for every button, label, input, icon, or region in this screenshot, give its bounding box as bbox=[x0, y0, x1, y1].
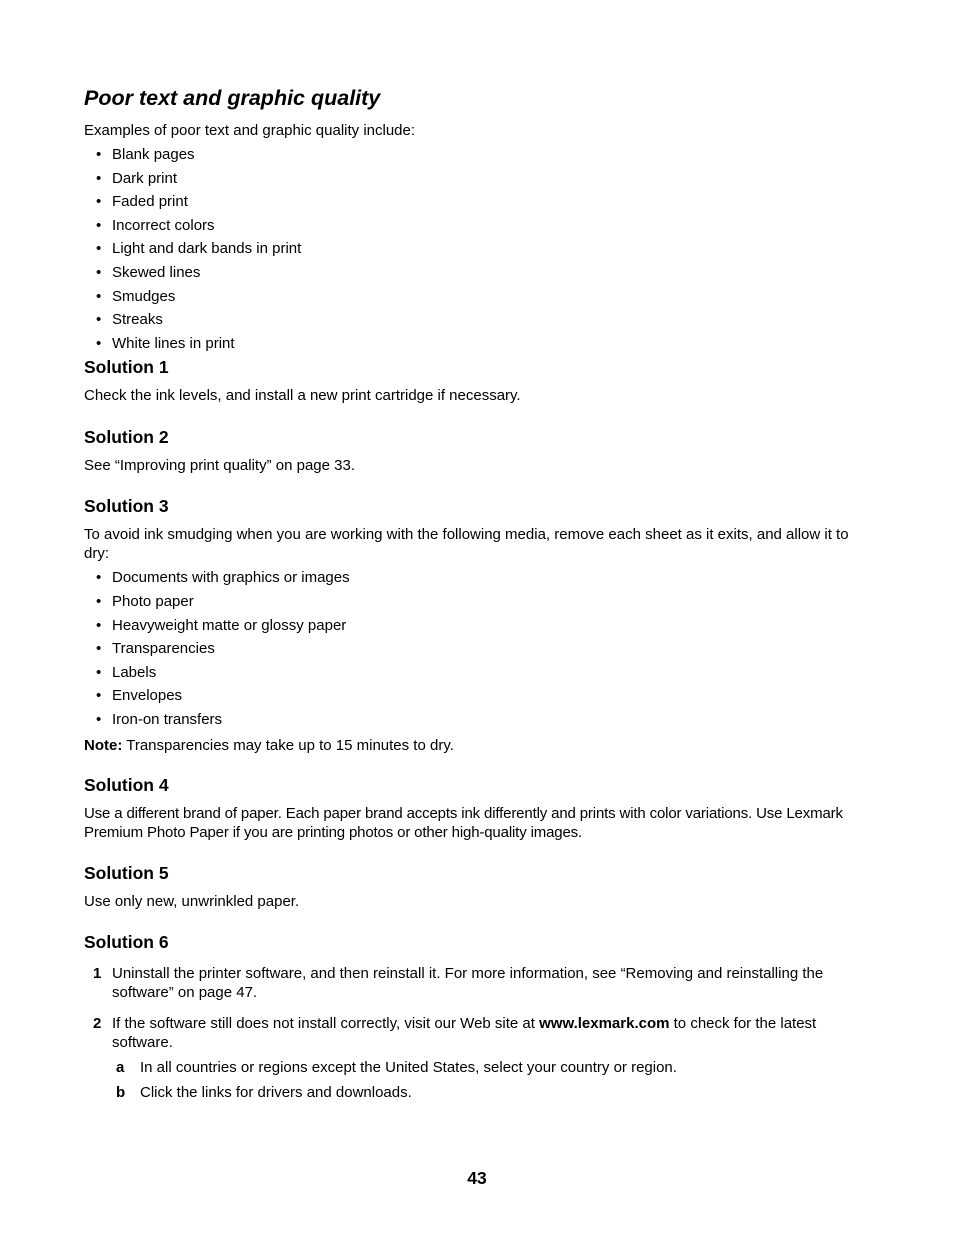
example-item bbox=[96, 287, 874, 306]
example-item bbox=[96, 192, 874, 211]
bullet-icon: • bbox=[96, 216, 102, 234]
step-1-text: Uninstall the printer software, and then reinstall it. For more information, see “Removing and reinstalling the software” on page 47. bbox=[112, 964, 824, 1001]
solution-5-text: Use only new, unwrinkled paper. bbox=[84, 892, 300, 910]
example-item-text: Skewed lines bbox=[112, 263, 201, 281]
example-item-text: Streaks bbox=[112, 311, 163, 329]
substep-b-letter: b bbox=[116, 1083, 126, 1101]
step-2-text-before: If the software still does not install correctly, visit our Web site at bbox=[112, 1014, 540, 1032]
solution-6-steps bbox=[84, 964, 874, 1102]
solution-2-text: See “Improving print quality” on page 33. bbox=[84, 457, 355, 475]
bullet-icon: • bbox=[96, 616, 102, 634]
media-item bbox=[96, 686, 874, 705]
bullet-icon: • bbox=[96, 193, 102, 211]
bullet-icon: • bbox=[96, 687, 102, 705]
substep-a-text: In all countries or regions except the United States, select your country or region. bbox=[140, 1058, 677, 1076]
substep-b-text: Click the links for drivers and downloads. bbox=[140, 1083, 412, 1101]
media-item bbox=[96, 710, 874, 729]
media-item bbox=[96, 568, 874, 587]
media-item-text: Labels bbox=[112, 663, 157, 681]
example-item-text: Faded print bbox=[112, 193, 188, 211]
bullet-icon: • bbox=[96, 240, 102, 258]
bullet-icon: • bbox=[96, 663, 102, 681]
solution-1-text: Check the ink levels, and install a new print cartridge if necessary. bbox=[84, 387, 521, 405]
bullet-icon: • bbox=[96, 287, 102, 305]
media-item-text: Documents with graphics or images bbox=[112, 569, 350, 587]
example-item bbox=[96, 169, 874, 188]
example-item-text: Light and dark bands in print bbox=[112, 240, 302, 258]
intro-text: Examples of poor text and graphic quality include: bbox=[84, 122, 416, 139]
step-1 bbox=[84, 964, 874, 1002]
solution-3-text: To avoid ink smudging when you are working with the following media, remove each sheet as it exits, and allow it to dry: bbox=[84, 526, 849, 563]
note-text: Transparencies may take up to 15 minutes to dry. bbox=[122, 736, 454, 754]
example-item-text: Dark print bbox=[112, 169, 178, 187]
media-item-text: Iron-on transfers bbox=[112, 710, 223, 728]
media-item bbox=[96, 663, 874, 682]
solution-6-heading: Solution 6 bbox=[84, 931, 169, 952]
example-item bbox=[96, 310, 874, 329]
media-item bbox=[96, 592, 874, 611]
media-item-text: Photo paper bbox=[112, 592, 194, 610]
media-item bbox=[96, 639, 874, 658]
bullet-icon: • bbox=[96, 640, 102, 658]
bullet-icon: • bbox=[96, 592, 102, 610]
step-2-substeps bbox=[112, 1058, 874, 1102]
example-item-text: Blank pages bbox=[112, 146, 195, 163]
bullet-icon: • bbox=[96, 334, 102, 352]
solution-1-heading: Solution 1 bbox=[84, 357, 169, 378]
step-2 bbox=[84, 1014, 874, 1102]
solution-2-heading: Solution 2 bbox=[84, 427, 169, 448]
page-title: Poor text and graphic quality bbox=[84, 86, 381, 110]
lexmark-website-link[interactable]: www.lexmark.com bbox=[539, 1014, 670, 1032]
bullet-icon: • bbox=[96, 263, 102, 281]
media-item-text: Transparencies bbox=[112, 640, 215, 658]
substep-a bbox=[112, 1058, 874, 1077]
note bbox=[84, 736, 874, 755]
examples-list bbox=[84, 145, 874, 353]
page-number: 43 bbox=[467, 1168, 487, 1188]
solution-4-text: Use a different brand of paper. Each paper brand accepts ink differently and prints with color variations. Use Lexmark Premium Photo Paper if you are printing photos or other high-quality images. bbox=[84, 804, 843, 841]
step-1-number: 1 bbox=[93, 964, 102, 982]
example-item-text: Smudges bbox=[112, 287, 176, 305]
note-label: Note: bbox=[84, 736, 123, 754]
solution-3-heading: Solution 3 bbox=[84, 496, 169, 517]
example-item bbox=[96, 334, 874, 353]
bullet-icon: • bbox=[96, 569, 102, 587]
bullet-icon: • bbox=[96, 710, 102, 728]
step-2-text-after: to check for the latest software. bbox=[112, 1014, 817, 1051]
example-item bbox=[96, 145, 874, 164]
example-item bbox=[96, 216, 874, 235]
solution-5-heading: Solution 5 bbox=[84, 862, 169, 883]
substep-a-letter: a bbox=[116, 1058, 125, 1076]
page-content bbox=[84, 84, 874, 1102]
example-item bbox=[96, 263, 874, 282]
media-item-text: Envelopes bbox=[112, 687, 183, 705]
media-item-text: Heavyweight matte or glossy paper bbox=[112, 616, 347, 634]
solution-4-heading: Solution 4 bbox=[84, 774, 169, 795]
example-item bbox=[96, 239, 874, 258]
example-item-text: White lines in print bbox=[112, 334, 235, 352]
example-item-text: Incorrect colors bbox=[112, 216, 215, 234]
bullet-icon: • bbox=[96, 146, 102, 163]
bullet-icon: • bbox=[96, 169, 102, 187]
substep-b bbox=[112, 1083, 874, 1102]
bullet-icon: • bbox=[96, 311, 102, 329]
media-list bbox=[84, 568, 874, 729]
media-item bbox=[96, 616, 874, 635]
step-2-number: 2 bbox=[93, 1014, 102, 1032]
